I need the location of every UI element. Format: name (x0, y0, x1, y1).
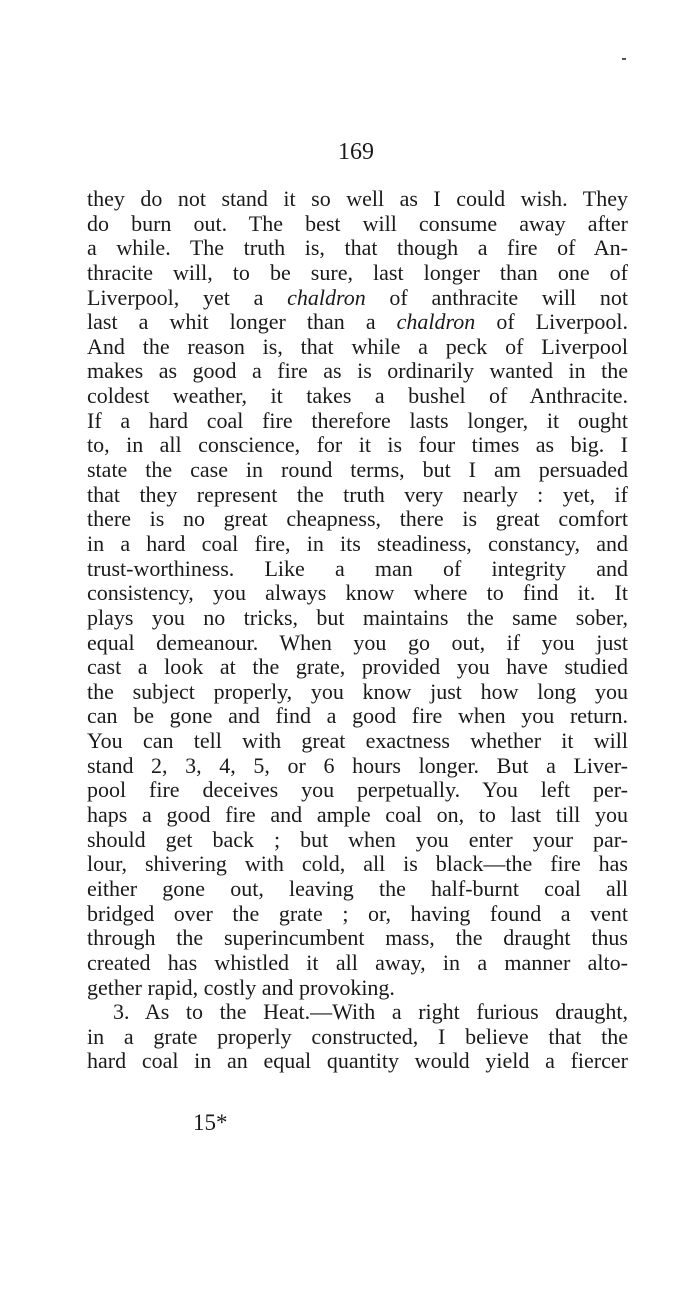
italic-word: chaldron (396, 309, 476, 335)
text-line (87, 212, 628, 237)
text-line (87, 877, 628, 902)
text-run: do burn out. The best will consume away after (87, 210, 628, 236)
text-line (87, 433, 628, 458)
text-run: coldest weather, it takes a bushel of Anthracite. (87, 383, 628, 409)
text-line (87, 236, 628, 261)
text-run: state the case in round terms, but I am persuaded (87, 457, 628, 483)
text-run: last a whit longer than a (87, 309, 397, 335)
text-run: a while. The truth is, that though a fire of An- (87, 235, 628, 261)
text-line (87, 409, 628, 434)
text-run: 3. As to the Heat.—With a right furious draught, (113, 999, 628, 1025)
text-line (87, 926, 628, 951)
text-run: the subject properly, you know just how long you (87, 678, 628, 704)
text-run: consistency, you always know where to find it. It (87, 580, 628, 606)
text-line (87, 631, 628, 656)
text-line (87, 507, 628, 532)
signature-mark: 15* (193, 1110, 228, 1135)
text-line (87, 852, 628, 877)
text-line (87, 828, 628, 853)
text-run: can be gone and find a good fire when you return. (87, 703, 628, 729)
text-run: pool fire deceives you perpetually. You left per- (87, 777, 628, 803)
text-line (87, 1025, 628, 1050)
text-line (87, 261, 628, 286)
text-run: equal demeanour. When you go out, if you just (87, 629, 628, 655)
text-line (87, 1049, 628, 1074)
text-run: through the superincumbent mass, the draught thus (87, 925, 628, 951)
text-run: of Liverpool. (475, 309, 628, 335)
text-run: trust-worthiness. Like a man of integrity and (87, 555, 628, 581)
text-line (87, 557, 628, 582)
text-line (87, 803, 628, 828)
text-body (87, 187, 628, 1074)
text-line (87, 286, 628, 311)
text-line (87, 729, 628, 754)
text-line (87, 754, 628, 779)
text-line (87, 976, 628, 1001)
italic-word: chaldron (287, 284, 366, 310)
text-run: there is no great cheapness, there is great comfort (87, 506, 628, 532)
text-run: hard coal in an equal quantity would yield a fiercer (87, 1048, 628, 1074)
text-line (87, 310, 628, 335)
text-run: created has whistled it all away, in a manner alto- (87, 949, 628, 975)
text-line (87, 1000, 628, 1025)
text-run: that they represent the truth very nearly : yet, if (87, 481, 628, 507)
text-run: If a hard coal fire therefore lasts longer, it ought (87, 407, 628, 433)
text-line (87, 951, 628, 976)
text-line (87, 902, 628, 927)
text-run: in a hard coal fire, in its steadiness, constancy, and (87, 530, 628, 556)
page-number: 169 (338, 139, 374, 165)
text-line (87, 606, 628, 631)
text-line (87, 483, 628, 508)
text-run: they do not stand it so well as I could wish. They (87, 186, 628, 211)
text-run: haps a good fire and ample coal on, to last till you (87, 802, 628, 828)
text-run: thracite will, to be sure, last longer than one of (87, 259, 628, 285)
text-run: to, in all conscience, for it is four times as big. I (87, 432, 628, 458)
text-run: stand 2, 3, 4, 5, or 6 hours longer. But a Liver- (87, 752, 628, 778)
text-run: of anthracite will not (365, 284, 628, 310)
text-run: bridged over the grate ; or, having found a vent (87, 900, 628, 926)
text-run: You can tell with great exactness whether it will (87, 728, 628, 754)
text-line (87, 778, 628, 803)
text-run: makes as good a fire as is ordinarily wanted in the (87, 358, 628, 384)
text-run: either gone out, leaving the half-burnt coal all (87, 875, 628, 901)
text-run: plays you no tricks, but maintains the same sober, (87, 604, 628, 630)
text-line (87, 359, 628, 384)
text-run: cast a look at the grate, provided you have studied (87, 654, 628, 680)
text-run: And the reason is, that while a peck of Liverpool (87, 333, 628, 359)
text-line (87, 384, 628, 409)
text-line (87, 704, 628, 729)
text-line (87, 655, 628, 680)
text-run: should get back ; but when you enter your par- (87, 826, 628, 852)
text-run: gether rapid, costly and provoking. (87, 974, 395, 1000)
text-line (87, 680, 628, 705)
text-line (87, 187, 628, 212)
text-run: Liverpool, yet a (87, 284, 288, 310)
text-line (87, 581, 628, 606)
text-line (87, 335, 628, 360)
text-line (87, 458, 628, 483)
corner-mark (622, 58, 626, 60)
text-run: in a grate properly constructed, I believe that the (87, 1023, 628, 1049)
text-run: lour, shivering with cold, all is black—the fire has (87, 851, 628, 877)
text-line (87, 532, 628, 557)
